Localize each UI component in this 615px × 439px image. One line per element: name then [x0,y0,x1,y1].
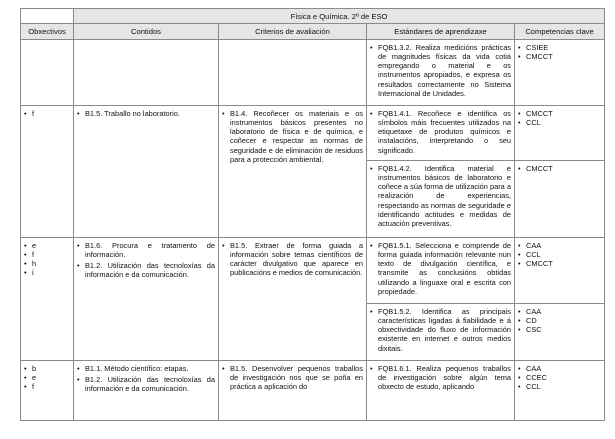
table-row [21,237,605,303]
competence-code: • CAA [518,241,601,250]
standard-cell [367,360,515,420]
competence-code: • CMCCT [518,109,601,118]
objectives-cell [21,237,74,360]
objectives-cell [21,360,74,420]
competence-code: • CCL [518,382,601,391]
objectives-cell [21,39,74,105]
competence-code: • CD [518,316,601,325]
objective-code: • e [24,373,70,382]
competence-code: • CMCCT [518,164,601,173]
table-row [21,39,605,105]
competence-code: • CAA [518,364,601,373]
standard-cell [367,105,515,160]
standard-text: • FQB1.4.1. Recoñece e identifica os símbolos máis frecuentes utilizados na etiquetaxe de produtos químicos e instalacións, interpretando o seu significado. [370,109,511,155]
criterion-item: • B1.5. Desenvolver pequenos traballos de investigación nos que se poña en práctica a aplicación do [222,364,363,392]
objective-code: • f [24,109,70,118]
criterion-item: • B1.5. Extraer de forma guiada a información sobre temas científicos de carácter divulgativo que aparece en publicacións e medios de comunicación. [222,241,363,278]
competences-cell [515,360,605,420]
objectives-cell [21,105,74,237]
competence-code: • CAA [518,307,601,316]
objective-code: • f [24,382,70,391]
standard-text: • FQB1.6.1. Realiza pequenos traballos de investigación sobre algún tema obxecto de estudo, aplicando [370,364,511,392]
competences-cell [515,237,605,303]
competence-code: • CSC [518,325,601,334]
objective-code: • h [24,259,70,268]
column-header-objectives: Obxectivos [21,24,74,39]
standard-text: • FQB1.4.2. Identifica material e instrumentos básicos de laboratorio e coñece a súa forma de utilización para a realización de experiencias, respectando as normas de seguridade e identificando actitudes e medidas de actuación preventivas. [370,164,511,229]
criteria-cell [219,237,367,360]
competences-cell [515,160,605,237]
curriculum-table [20,8,605,421]
title-spacer-cell [21,9,74,24]
column-header-competences: Competencias clave [515,24,605,39]
contents-cell [74,105,219,237]
criteria-cell [219,360,367,420]
competence-code: • CCL [518,118,601,127]
criteria-cell [219,105,367,237]
competence-code: • CCL [518,250,601,259]
table-title: Física e Química. 2º de ESO [74,9,605,24]
objective-code: • e [24,241,70,250]
contents-cell [74,39,219,105]
objective-code: • b [24,364,70,373]
competences-cell [515,105,605,160]
standard-cell [367,237,515,303]
column-header-contents: Contidos [74,24,219,39]
table-row [21,105,605,160]
content-item: • B1.6. Procura e tratamento de información. [77,241,215,260]
contents-cell [74,237,219,360]
contents-cell [74,360,219,420]
column-header-standards: Estándares de aprendizaxe [367,24,515,39]
objective-code: • f [24,250,70,259]
column-header-criteria: Criterios de avaliación [219,24,367,39]
column-header-row [21,24,605,39]
competence-code: • CSIEE [518,43,601,52]
content-item: • B1.2. Utilización das tecnoloxías da información e da comunicación. [77,261,215,280]
table-row [21,360,605,420]
content-item: • B1.2. Utilización das tecnoloxías da información e da comunicación. [77,375,215,394]
standard-cell [367,160,515,237]
criteria-cell [219,39,367,105]
standard-text: • FQB1.5.1. Selecciona e comprende de forma guiada información relevante nun texto de divulgación científica, e transmite as conclusións obtidas utilizando a linguaxe oral e escrita con propiedade. [370,241,511,297]
standard-cell [367,39,515,105]
competences-cell [515,39,605,105]
table-title-row [21,9,605,24]
objective-code: • i [24,268,70,277]
competence-code: • CMCCT [518,259,601,268]
criterion-item: • B1.4. Recoñecer os materiais e os instrumentos básicos presentes no laboratorio de física e de química, e coñecer e respectar as normas de seguridade e de eliminación de residuos para a protección ambiental. [222,109,363,165]
standard-text: • FQB1.3.2. Realiza medicións prácticas de magnitudes físicas da vida cotiá empregando o material e os instrumentos apropiados, e expresa os resultados correctamente no Sistema Internacional de Unidades. [370,43,511,99]
competences-cell [515,303,605,360]
standard-cell [367,303,515,360]
content-item: • B1.5. Traballo no laboratorio. [77,109,215,118]
standard-text: • FQB1.5.2. Identifica as principais características ligadas á fiabilidade e á obxectividade do fluxo de información existente en internet e outros medios dixitais. [370,307,511,353]
competence-code: • CCEC [518,373,601,382]
competence-code: • CMCCT [518,52,601,61]
content-item: • B1.1. Método científico: etapas. [77,364,215,373]
